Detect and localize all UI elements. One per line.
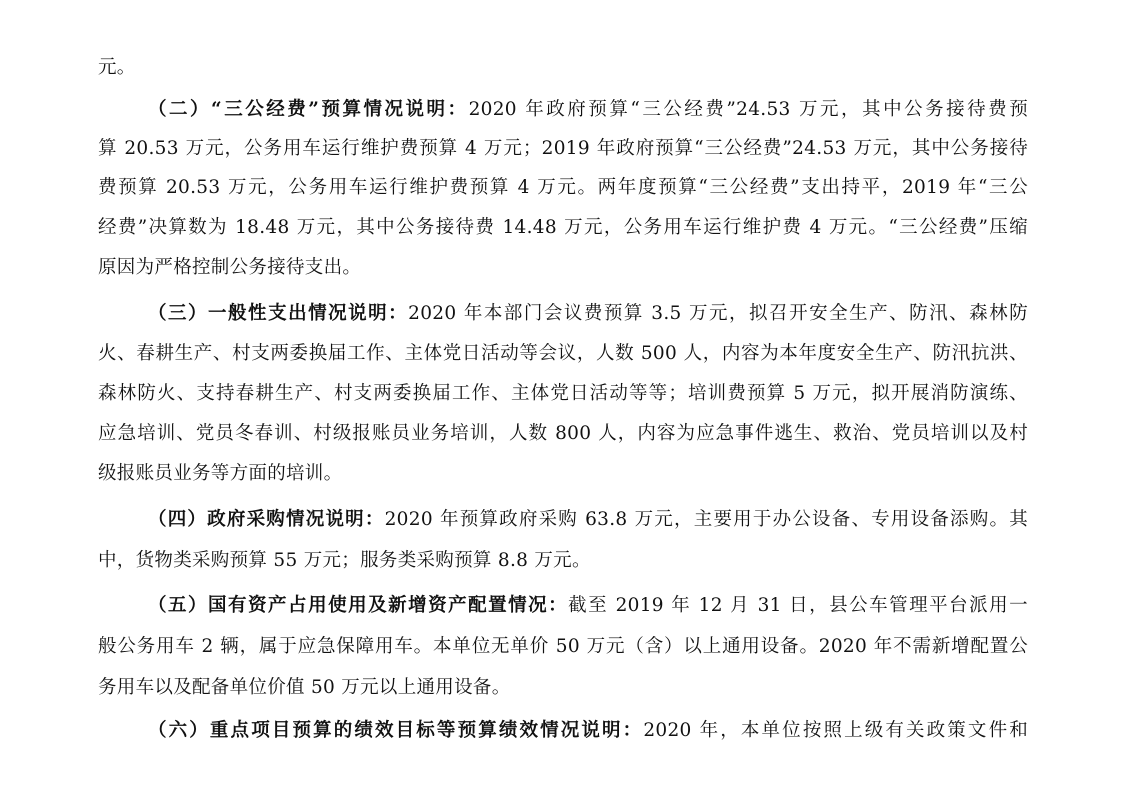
section-heading-line	[148, 593, 1028, 619]
line-text: 火、春耕生产、村支两委换届工作、主体党日活动等会议，人数 500 人，内容为本年度安全生产、防汛抗洪、	[98, 343, 1028, 364]
text-line	[98, 341, 1028, 367]
section-heading-line	[148, 97, 1028, 123]
text-line	[98, 175, 1028, 201]
text-line	[98, 548, 1028, 574]
line-text: 2020 年预算政府采购 63.8 万元，主要用于办公设备、专用设备添购。其	[384, 509, 1028, 530]
line-text: 应急培训、党员冬春训、村级报账员业务培训，人数 800 人，内容为应急事件逃生、救治、党员培训以及村	[98, 423, 1028, 444]
line-text: 元。	[98, 57, 136, 78]
section-title: （三）一般性支出情况说明：	[148, 303, 409, 324]
section-heading-line	[148, 301, 1028, 327]
line-text: 算 20.53 万元，公务用车运行维护费预算 4 万元；2019 年政府预算“三公经费”24.53 万元，其中公务接待	[98, 138, 1028, 159]
text-line	[98, 136, 1028, 162]
section-heading-line	[148, 507, 1028, 533]
line-text: 2020 年，本单位按照上级有关政策文件和	[643, 720, 1029, 741]
text-line	[98, 461, 1028, 487]
line-text: 务用车以及配备单位价值 50 万元以上通用设备。	[98, 677, 511, 698]
text-line	[98, 381, 1028, 407]
line-text: 般公务用车 2 辆，属于应急保障用车。本单位无单价 50 万元（含）以上通用设备。2020 年不需新增配置公	[98, 636, 1028, 657]
section-title: （五）国有资产占用使用及新增资产配置情况：	[148, 595, 569, 616]
line-text: 截至 2019 年 12 月 31 日，县公车管理平台派用一	[568, 595, 1028, 616]
line-text: 2020 年本部门会议费预算 3.5 万元，拟召开安全生产、防汛、森林防	[408, 303, 1028, 324]
section-title: （四）政府采购情况说明：	[148, 509, 385, 530]
text-line	[98, 55, 1028, 81]
line-text: 森林防火、支持春耕生产、村支两委换届工作、主体党日活动等等；培训费预算 5 万元，拟开展消防演练、	[98, 383, 1028, 404]
text-line	[98, 634, 1028, 660]
text-line	[98, 215, 1028, 241]
line-text: 2020 年政府预算“三公经费”24.53 万元，其中公务接待费预	[468, 99, 1028, 120]
section-heading-line	[148, 718, 1028, 744]
section-title: （二）“三公经费”预算情况说明：	[148, 99, 469, 120]
line-text: 级报账员业务等方面的培训。	[98, 463, 343, 484]
text-line	[98, 421, 1028, 447]
line-text: 原因为严格控制公务接待支出。	[98, 257, 362, 278]
text-line	[98, 675, 1028, 701]
line-text: 经费”决算数为 18.48 万元，其中公务接待费 14.48 万元，公务用车运行维护费 4 万元。“三公经费”压缩	[98, 217, 1028, 238]
section-title: （六）重点项目预算的绩效目标等预算绩效情况说明：	[148, 720, 644, 741]
text-line	[98, 255, 1028, 281]
line-text: 费预算 20.53 万元，公务用车运行维护费预算 4 万元。两年度预算“三公经费”支出持平，2019 年“三公	[98, 177, 1028, 198]
line-text: 中，货物类采购预算 55 万元；服务类采购预算 8.8 万元。	[98, 550, 591, 571]
